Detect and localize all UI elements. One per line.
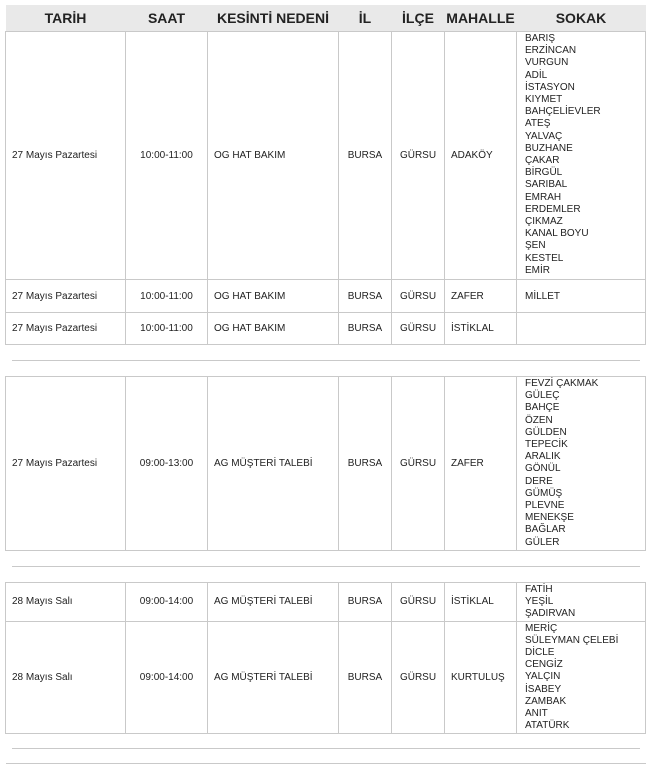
street-item: MİLLET xyxy=(525,290,561,302)
table-row xyxy=(6,621,646,733)
street-item: ŞADIRVAN xyxy=(525,608,576,620)
cell-tarih: 28 Mayıs Salı xyxy=(6,621,126,733)
street-item: ÇIKMAZ xyxy=(525,216,563,228)
cell-sokak xyxy=(517,377,646,551)
street-item: GÜLER xyxy=(525,536,560,548)
street-item: İSABEY xyxy=(525,683,562,695)
street-item: ANIT xyxy=(525,708,548,720)
cell-tarih: 27 Mayıs Pazartesi xyxy=(6,280,126,313)
header-saat: SAAT xyxy=(126,5,208,32)
street-item: VURGUN xyxy=(525,57,569,69)
cell-il: BURSA xyxy=(339,280,392,313)
cell-saat: 09:00-13:00 xyxy=(126,377,208,551)
separator-cell xyxy=(6,551,646,583)
header-kesinti-nedeni: KESİNTİ NEDENİ xyxy=(208,5,339,32)
outage-table xyxy=(5,5,646,764)
cell-il: BURSA xyxy=(339,32,392,280)
cell-saat: 09:00-14:00 xyxy=(126,583,208,622)
cell-ilce: GÜRSU xyxy=(392,621,445,733)
table-row xyxy=(6,280,646,313)
header-tarih: TARİH xyxy=(6,5,126,32)
separator-cell xyxy=(6,345,646,377)
cell-sokak xyxy=(517,313,646,345)
header-il: İL xyxy=(339,5,392,32)
cell-tarih: 28 Mayıs Salı xyxy=(6,583,126,622)
header-mahalle: MAHALLE xyxy=(445,5,517,32)
street-item: ŞEN xyxy=(525,240,546,252)
street-item: ATEŞ xyxy=(525,118,551,130)
street-item: BARIŞ xyxy=(525,33,556,44)
cell-ilce: GÜRSU xyxy=(392,583,445,622)
street-item: ATATÜRK xyxy=(525,720,570,732)
cell-sokak xyxy=(517,583,646,622)
street-item: İSTASYON xyxy=(525,81,575,93)
street-item: ERDEMLER xyxy=(525,203,581,215)
cell-tarih: 27 Mayıs Pazartesi xyxy=(6,377,126,551)
cell-neden: OG HAT BAKIM xyxy=(208,32,339,280)
street-item: DİCLE xyxy=(525,647,555,659)
street-item: YEŞİL xyxy=(525,596,554,608)
table-row xyxy=(6,377,646,551)
cell-neden: AG MÜŞTERİ TALEBİ xyxy=(208,583,339,622)
cell-mahalle: ZAFER xyxy=(445,377,517,551)
street-item: ERZİNCAN xyxy=(525,45,577,57)
cell-tarih: 27 Mayıs Pazartesi xyxy=(6,32,126,280)
cell-saat: 09:00-14:00 xyxy=(126,621,208,733)
cell-neden: OG HAT BAKIM xyxy=(208,280,339,313)
cell-sokak xyxy=(517,280,646,313)
cell-mahalle: İSTİKLAL xyxy=(445,313,517,345)
header-row xyxy=(6,5,646,32)
separator-cell xyxy=(6,733,646,763)
street-item: ÇAKAR xyxy=(525,155,560,167)
street-item: TEPECİK xyxy=(525,439,568,451)
street-item: EMRAH xyxy=(525,191,562,203)
street-item: GÜMÜŞ xyxy=(525,487,563,499)
cell-neden: AG MÜŞTERİ TALEBİ xyxy=(208,377,339,551)
street-item: EMİR xyxy=(525,264,550,276)
street-item: CENGİZ xyxy=(525,659,563,671)
separator-row xyxy=(6,733,646,763)
street-item: PLEVNE xyxy=(525,500,565,512)
street-item: KANAL BOYU xyxy=(525,228,589,240)
cell-mahalle: ADAKÖY xyxy=(445,32,517,280)
street-item: BAHÇELİEVLER xyxy=(525,106,601,118)
street-item: BUZHANE xyxy=(525,142,573,154)
cell-sokak xyxy=(517,32,646,280)
street-item: SÜLEYMAN ÇELEBİ xyxy=(525,634,619,646)
cell-neden: AG MÜŞTERİ TALEBİ xyxy=(208,621,339,733)
separator-line xyxy=(12,748,640,749)
header-ilce: İLÇE xyxy=(392,5,445,32)
street-item: ZAMBAK xyxy=(525,695,567,707)
street-item: KESTEL xyxy=(525,252,564,264)
cell-ilce: GÜRSU xyxy=(392,32,445,280)
separator-row xyxy=(6,551,646,583)
cell-neden: OG HAT BAKIM xyxy=(208,313,339,345)
street-item: YALVAÇ xyxy=(525,130,563,142)
cell-il: BURSA xyxy=(339,377,392,551)
cell-il: BURSA xyxy=(339,313,392,345)
street-item: SARIBAL xyxy=(525,179,568,191)
street-item: ÖZEN xyxy=(525,414,553,426)
street-item: GÜLEÇ xyxy=(525,390,560,402)
cell-ilce: GÜRSU xyxy=(392,377,445,551)
cell-ilce: GÜRSU xyxy=(392,280,445,313)
street-item: ARALIK xyxy=(525,451,561,463)
cell-il: BURSA xyxy=(339,583,392,622)
cell-saat: 10:00-11:00 xyxy=(126,32,208,280)
cell-sokak xyxy=(517,621,646,733)
street-item: BİRGÜL xyxy=(525,167,563,179)
cell-saat: 10:00-11:00 xyxy=(126,280,208,313)
table-row xyxy=(6,313,646,345)
cell-mahalle: KURTULUŞ xyxy=(445,621,517,733)
separator-line xyxy=(12,566,640,567)
separator-line xyxy=(12,360,640,361)
cell-mahalle: ZAFER xyxy=(445,280,517,313)
street-item: GÖNÜL xyxy=(525,463,561,475)
header-sokak: SOKAK xyxy=(517,5,646,32)
street-item: MENEKŞE xyxy=(525,512,574,524)
cell-il: BURSA xyxy=(339,621,392,733)
cell-saat: 10:00-11:00 xyxy=(126,313,208,345)
street-item: MERİÇ xyxy=(525,622,558,634)
street-item: YALÇIN xyxy=(525,671,561,683)
table-row xyxy=(6,32,646,280)
street-item: BAĞLAR xyxy=(525,524,566,536)
cell-tarih: 27 Mayıs Pazartesi xyxy=(6,313,126,345)
street-item: DERE xyxy=(525,475,553,487)
table-row xyxy=(6,583,646,622)
street-item: FATİH xyxy=(525,584,553,595)
street-item: BAHÇE xyxy=(525,402,560,414)
street-item: KIYMET xyxy=(525,94,563,106)
outage-table-container xyxy=(5,5,645,764)
street-item: GÜLDEN xyxy=(525,426,567,438)
street-item: ADİL xyxy=(525,69,548,81)
cell-mahalle: İSTİKLAL xyxy=(445,583,517,622)
street-item: FEVZİ ÇAKMAK xyxy=(525,378,599,389)
cell-ilce: GÜRSU xyxy=(392,313,445,345)
separator-row xyxy=(6,345,646,377)
